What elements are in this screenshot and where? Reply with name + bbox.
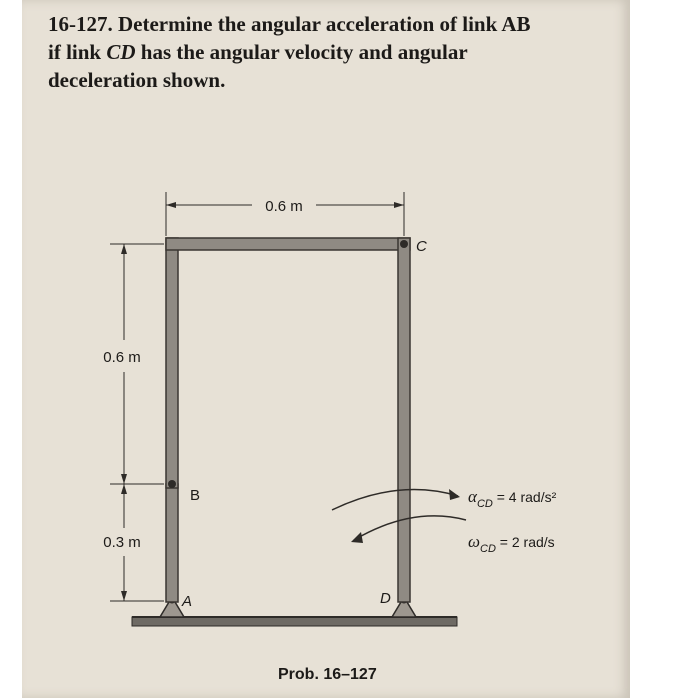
pin-c [400, 240, 408, 248]
link-bc-top [166, 238, 410, 250]
problem-line-1: Determine the angular acceleration of link AB [118, 12, 531, 36]
figure-caption: Prob. 16–127 [278, 666, 377, 683]
omega-subscript: CD [480, 543, 496, 555]
alpha-arrow [332, 490, 458, 510]
omega-label [468, 532, 555, 555]
label-d: D [380, 590, 391, 607]
problem-line-2-prefix: if link [48, 40, 107, 64]
problem-line-3: deceleration shown. [48, 68, 226, 92]
link-bc-left [166, 238, 178, 488]
alpha-arrowhead-icon [449, 489, 460, 500]
problem-number: 16-127. [48, 12, 113, 36]
problem-line-2-rest: has the angular velocity and angular [135, 40, 468, 64]
ground-base [132, 617, 457, 626]
omega-symbol: ω [468, 532, 481, 551]
label-b: B [190, 487, 201, 504]
omega-arrowhead-icon [351, 532, 363, 543]
dimension-left-upper-label: 0.6 m [103, 349, 141, 366]
alpha-subscript: CD [476, 498, 493, 510]
link-ab [166, 484, 178, 602]
dimension-left-lower-label: 0.3 m [103, 534, 141, 551]
link-cd [398, 238, 410, 602]
problem-link-cd: CD [106, 40, 136, 64]
label-c: C [416, 238, 427, 255]
alpha-value: = 4 rad/s² [492, 489, 557, 505]
dimension-top-label: 0.6 m [265, 198, 303, 215]
label-a: A [182, 593, 193, 610]
alpha-symbol: α [468, 487, 477, 506]
alpha-label [468, 487, 557, 510]
pin-b [168, 480, 176, 488]
omega-value: = 2 rad/s [495, 534, 555, 550]
